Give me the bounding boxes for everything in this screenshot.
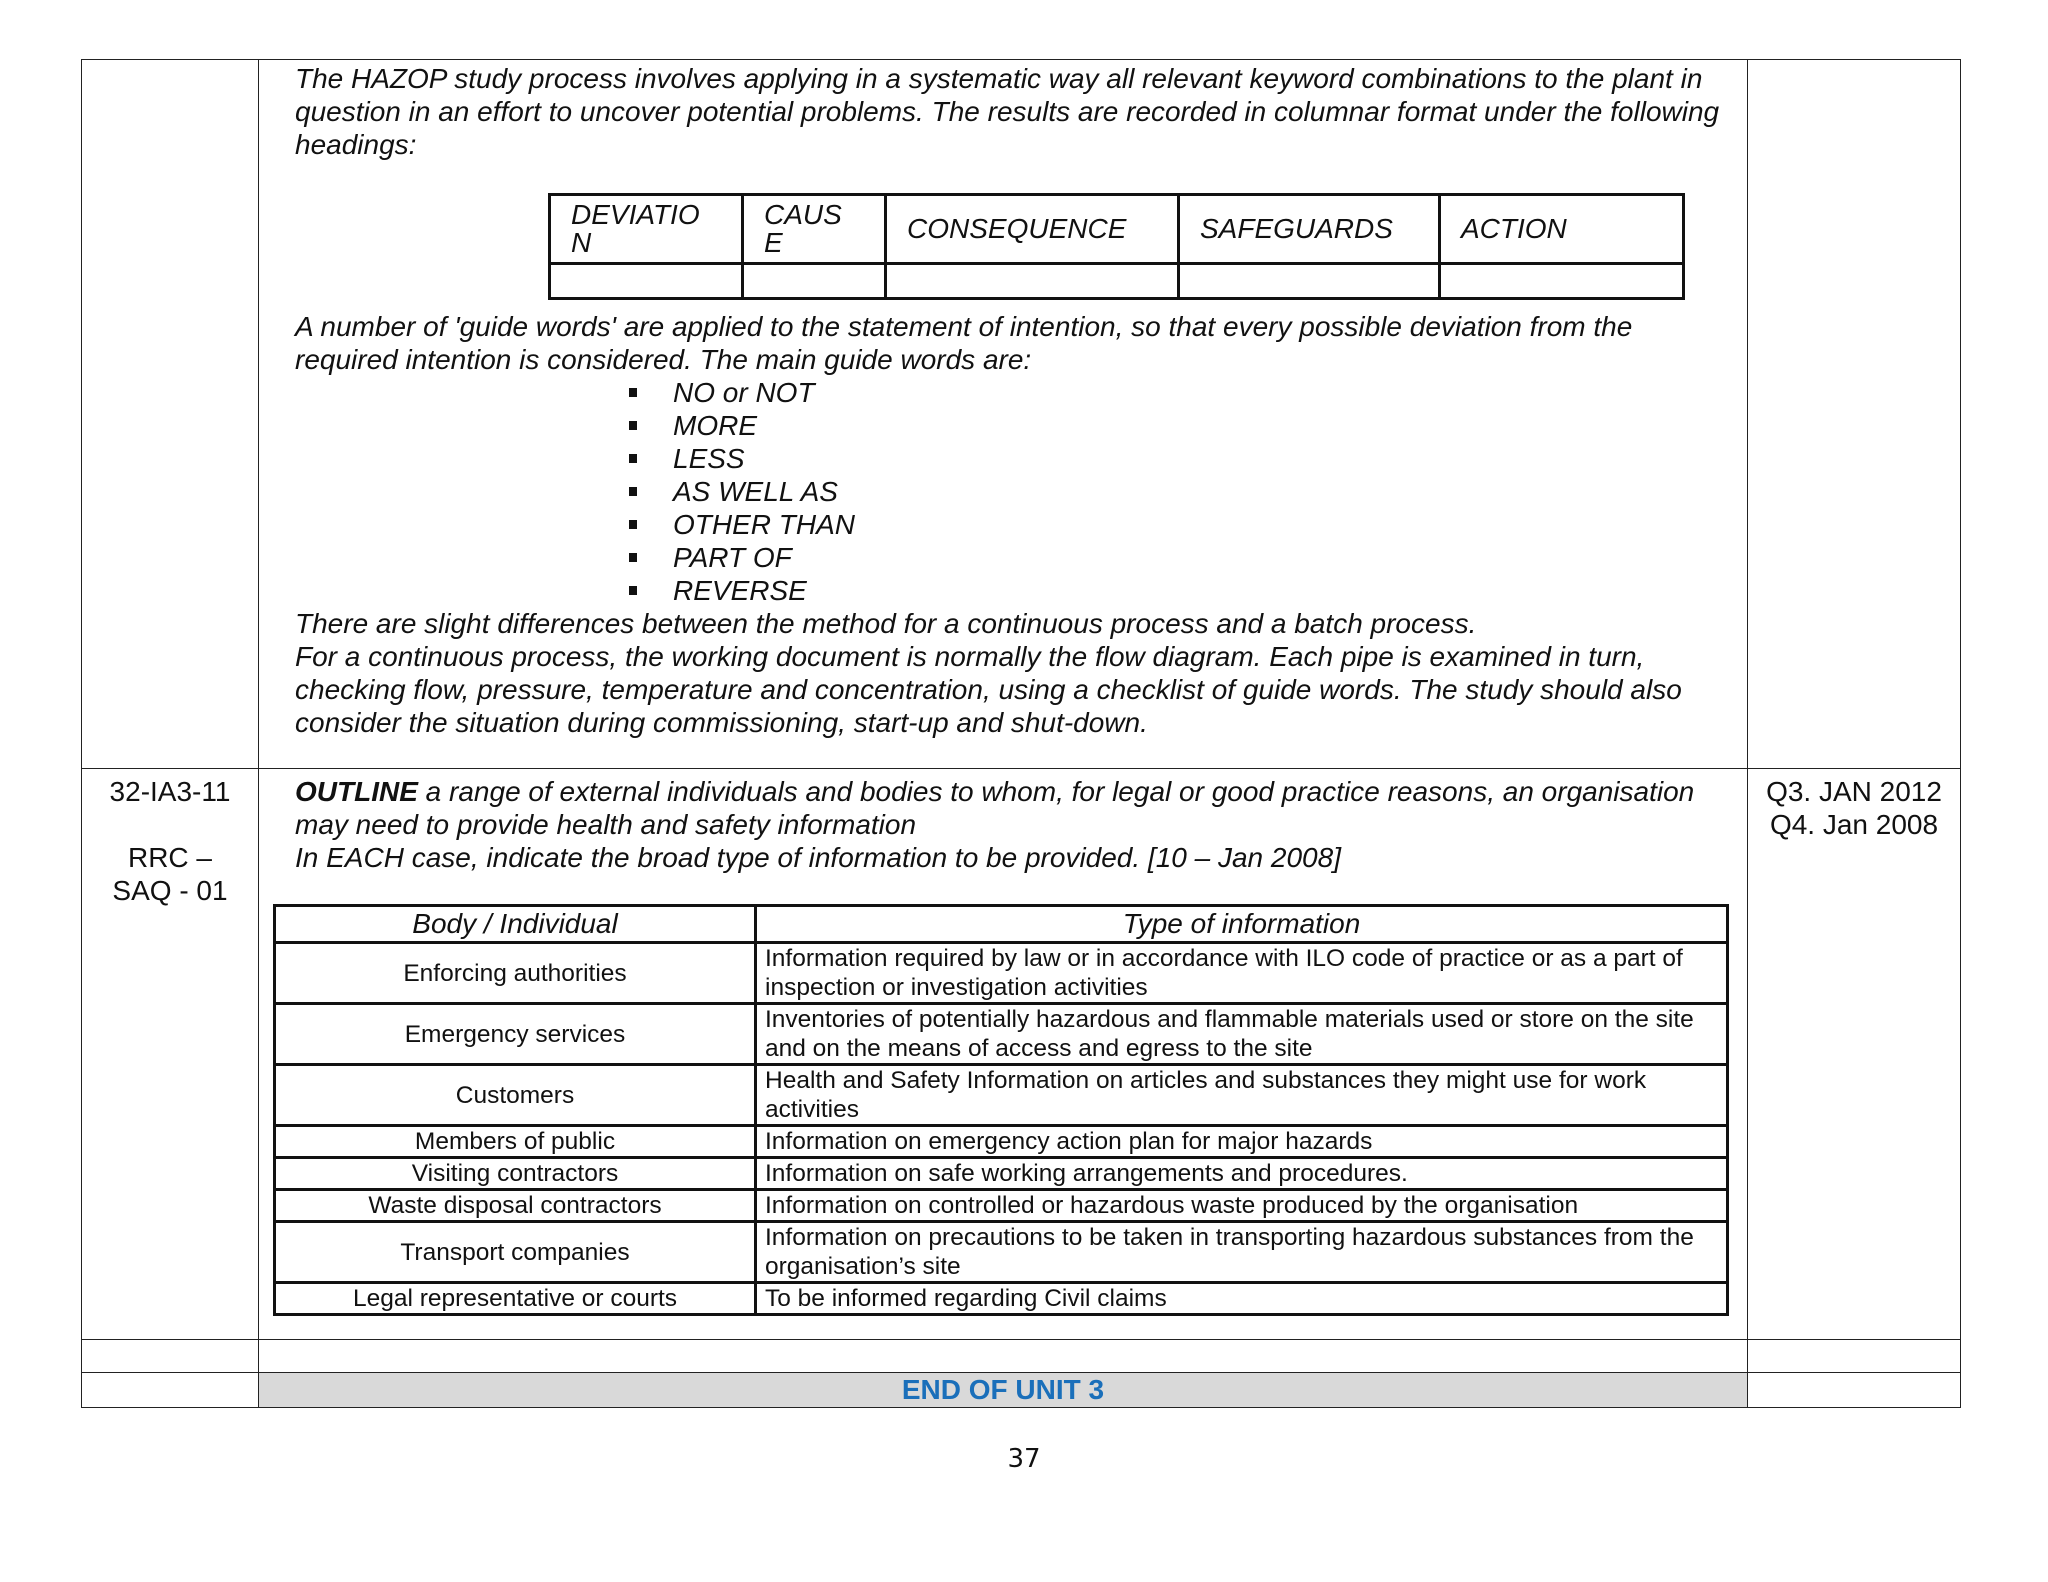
question-source: RRC – SAQ - 01 xyxy=(112,842,228,906)
guide-word: OTHER THAN xyxy=(673,508,1747,541)
empty-cell xyxy=(550,264,743,299)
header-body: Body / Individual xyxy=(275,906,756,943)
hazop-row xyxy=(82,60,1961,769)
hazop-intro: The HAZOP study process involves applying in a systematic way all relevant keyword combinations to the plant in question in an effort to uncover potential problems. The results are recorded in columnar format under the following headings: xyxy=(295,63,1720,160)
guide-word: PART OF xyxy=(673,541,1747,574)
ref-cell-empty xyxy=(82,60,259,769)
body-cell: Visiting contractors xyxy=(275,1158,756,1190)
table-row xyxy=(275,1190,1728,1222)
guide-word: MORE xyxy=(673,409,1747,442)
body-cell: Enforcing authorities xyxy=(275,943,756,1004)
body-cell: Emergency services xyxy=(275,1004,756,1065)
empty-cell xyxy=(1179,264,1440,299)
body-cell: Members of public xyxy=(275,1126,756,1158)
body-cell: Transport companies xyxy=(275,1222,756,1283)
info-cell: Information on emergency action plan for major hazards xyxy=(756,1126,1728,1158)
body-cell: Legal representative or courts xyxy=(275,1283,756,1315)
info-cell: Information required by law or in accordance with ILO code of practice or as a part of inspection or investigation activities xyxy=(756,943,1728,1004)
guide-word: LESS xyxy=(673,442,1747,475)
heading-deviation: DEVIATIO N xyxy=(550,195,743,264)
table-row xyxy=(275,943,1728,1004)
end-row xyxy=(82,1373,1961,1408)
table-row xyxy=(275,1283,1728,1315)
guide-word: REVERSE xyxy=(673,574,1747,607)
continuous-process-text: For a continuous process, the working document is normally the flow diagram. Each pipe is examined in turn, checking flow, pressure, temperature and concentration, using a checklist of guide words. The study should also consider the situation during commissioning, start-up and shut-down. xyxy=(295,641,1682,738)
heading-cause: CAUS E xyxy=(743,195,886,264)
empty-cell xyxy=(743,264,886,299)
heading-action: ACTION xyxy=(1440,195,1684,264)
method-difference-text: There are slight differences between the method for a continuous process and a batch process. xyxy=(295,608,1477,639)
question-outline xyxy=(259,775,1747,841)
empty-cell xyxy=(259,1340,1748,1373)
outline-keyword: OUTLINE xyxy=(295,776,418,807)
page-number: 37 xyxy=(1007,1444,1041,1474)
exam-ref-cell xyxy=(1748,769,1961,1340)
heading-safeguards: SAFEGUARDS xyxy=(1179,195,1440,264)
hazop-content-cell xyxy=(259,60,1748,769)
guide-words-intro: A number of 'guide words' are applied to the statement of intention, so that every possible deviation from the required intention is considered. The main guide words are: xyxy=(295,311,1633,375)
question-content-cell xyxy=(259,769,1748,1340)
guide-word: AS WELL AS xyxy=(673,475,1747,508)
end-of-unit-label: END OF UNIT 3 xyxy=(259,1373,1748,1408)
guide-words-list xyxy=(259,376,1747,607)
table-row xyxy=(275,1222,1728,1283)
exam-ref: Q4. Jan 2008 xyxy=(1769,809,1939,840)
exam-ref: Q3. JAN 2012 xyxy=(1766,776,1942,807)
empty-cell xyxy=(82,1340,259,1373)
table-row xyxy=(275,1065,1728,1126)
body-cell: Waste disposal contractors xyxy=(275,1190,756,1222)
question-instruction: In EACH case, indicate the broad type of information to be provided. [10 – Jan 2008] xyxy=(295,842,1341,873)
guide-word: NO or NOT xyxy=(673,376,1747,409)
empty-cell xyxy=(1748,1340,1961,1373)
info-cell: Information on controlled or hazardous waste produced by the organisation xyxy=(756,1190,1728,1222)
table-row xyxy=(275,1158,1728,1190)
spacer-row xyxy=(82,1340,1961,1373)
exam-cell-empty xyxy=(1748,60,1961,769)
table-row xyxy=(275,1126,1728,1158)
bodies-table xyxy=(273,904,1729,1316)
header-type: Type of information xyxy=(756,906,1728,943)
empty-cell xyxy=(1748,1373,1961,1408)
body-cell: Customers xyxy=(275,1065,756,1126)
empty-cell xyxy=(1440,264,1684,299)
info-cell: Information on safe working arrangements and procedures. xyxy=(756,1158,1728,1190)
unit-table xyxy=(81,59,1961,1408)
empty-cell xyxy=(82,1373,259,1408)
question-ref-cell xyxy=(82,769,259,1340)
info-cell: Information on precautions to be taken in transporting hazardous substances from the organisation’s site xyxy=(756,1222,1728,1283)
empty-cell xyxy=(886,264,1179,299)
outline-text: a range of external individuals and bodies to whom, for legal or good practice reasons, an organisation may need to provide health and safety information xyxy=(295,776,1695,840)
question-code: 32-IA3-11 xyxy=(109,776,231,807)
heading-consequence: CONSEQUENCE xyxy=(886,195,1179,264)
question-row xyxy=(82,769,1961,1340)
table-row xyxy=(275,1004,1728,1065)
info-cell: Health and Safety Information on articles and substances they might use for work activities xyxy=(756,1065,1728,1126)
info-cell: To be informed regarding Civil claims xyxy=(756,1283,1728,1315)
hazop-headings-table xyxy=(548,193,1685,300)
info-cell: Inventories of potentially hazardous and flammable materials used or store on the site and on the means of access and egress to the site xyxy=(756,1004,1728,1065)
